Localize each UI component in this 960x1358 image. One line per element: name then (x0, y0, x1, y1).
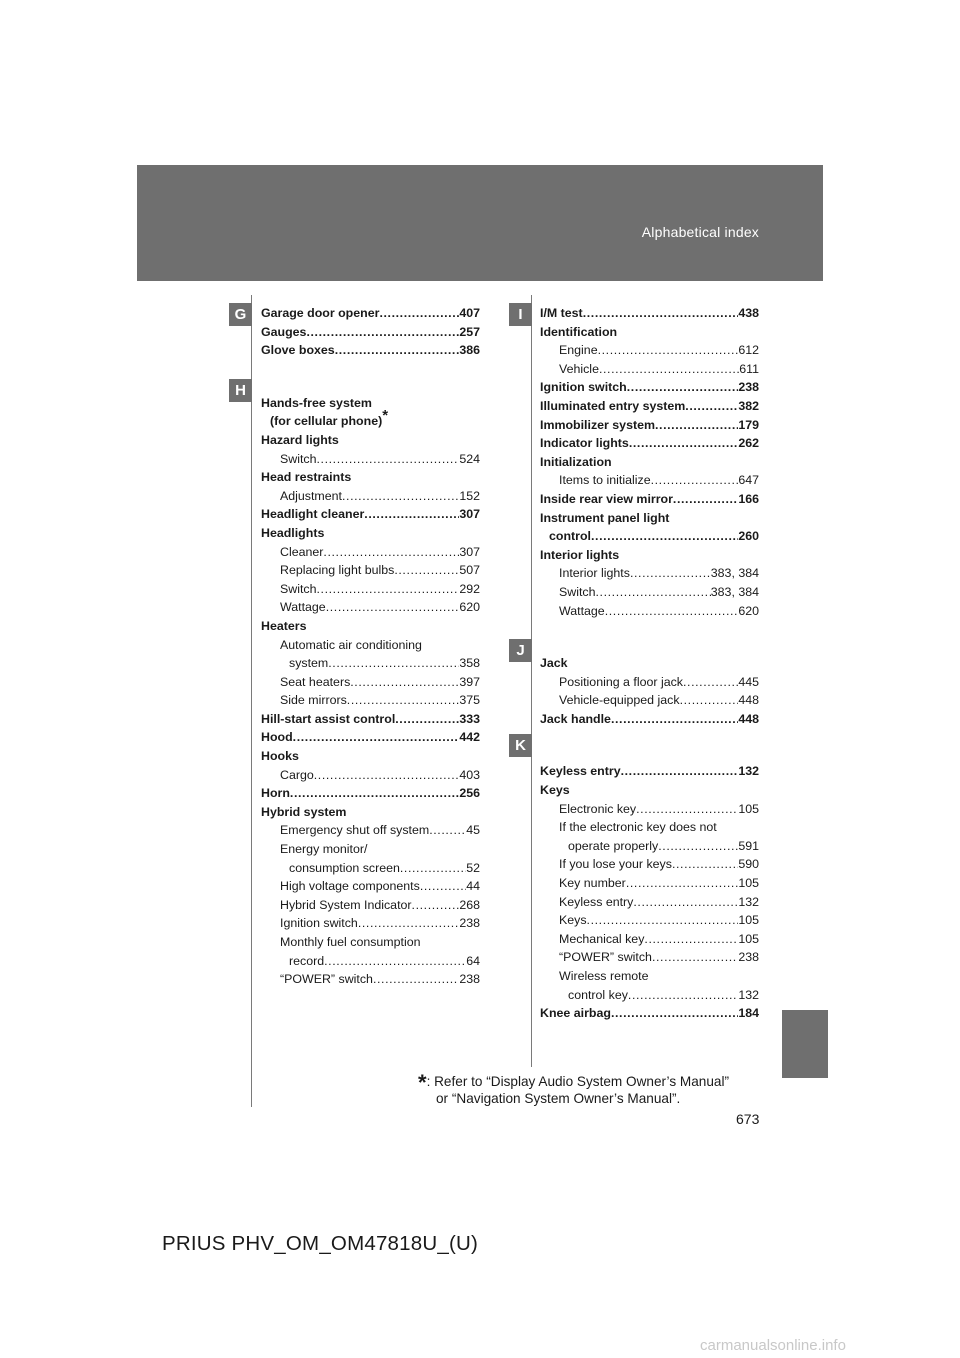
index-subentry[interactable]: Mechanical key ..... 105 (540, 930, 759, 949)
index-subentry-text: If the electronic key does not (559, 820, 717, 835)
index-subentry[interactable]: record ..... 64 (261, 952, 480, 971)
index-subentry[interactable]: Wattage ..... 620 (540, 602, 759, 621)
index-heading: Headlights (261, 525, 325, 540)
index-entry[interactable]: Gauges ..... 257 (261, 323, 480, 342)
index-entry[interactable]: Illuminated entry system ..... 382 (540, 397, 759, 416)
index-heading: Heaters (261, 618, 307, 633)
index-subentry[interactable]: system ..... 358 (261, 654, 480, 673)
index-heading: Hands-free system (261, 395, 372, 410)
index-heading: Identification (540, 324, 618, 339)
index-subentry[interactable]: Seat heaters ..... 397 (261, 673, 480, 692)
column-rule-middle (531, 295, 532, 1067)
letter-marker-k: K (509, 734, 532, 757)
index-subentry[interactable]: Switch ..... 383, 384 (540, 583, 759, 602)
index-entry[interactable]: Ignition switch ..... 238 (540, 378, 759, 397)
index-entry[interactable]: Horn ..... 256 (261, 784, 480, 803)
index-entry[interactable]: Hood ..... 442 (261, 728, 480, 747)
index-subentry[interactable]: Keys ..... 105 (540, 911, 759, 930)
letter-marker-g: G (229, 303, 252, 326)
index-subentry[interactable]: Keyless entry ..... 132 (540, 893, 759, 912)
index-entry[interactable]: Immobilizer system ..... 179 (540, 416, 759, 435)
index-heading: Hybrid system (261, 804, 347, 819)
letter-marker-j: J (509, 639, 532, 662)
index-entry[interactable]: Indicator lights ..... 262 (540, 434, 759, 453)
index-subentry[interactable]: Hybrid System Indicator ..... 268 (261, 896, 480, 915)
index-subentry[interactable]: Items to initialize ..... 647 (540, 471, 759, 490)
footnote-star: * (418, 1070, 427, 1095)
index-subentry[interactable]: Cargo ..... 403 (261, 766, 480, 785)
index-subentry[interactable]: Wattage ..... 620 (261, 598, 480, 617)
index-subentry[interactable]: Key number ..... 105 (540, 874, 759, 893)
index-subentry[interactable]: Interior lights ..... 383, 384 (540, 564, 759, 583)
footnote-line-2: or “Navigation System Owner’s Manual”. (436, 1091, 681, 1106)
index-entry[interactable]: Glove boxes ..... 386 (261, 341, 480, 360)
index-subentry[interactable]: consumption screen ..... 52 (261, 859, 480, 878)
index-entry[interactable]: control ..... 260 (540, 527, 759, 546)
index-entry[interactable]: Garage door opener ..... 407 (261, 304, 480, 323)
index-entry[interactable]: Knee airbag ..... 184 (540, 1004, 759, 1023)
footnote-star-marker: * (382, 407, 389, 425)
index-heading: Head restraints (261, 470, 352, 485)
index-subentry[interactable]: Electronic key ..... 105 (540, 800, 759, 819)
index-entry[interactable]: Keyless entry ..... 132 (540, 762, 759, 781)
index-heading: Jack (540, 656, 568, 671)
column-rule-left (251, 295, 252, 1107)
letter-marker-i: I (509, 303, 532, 326)
index-heading: Hooks (261, 749, 299, 764)
footnote-line-1: : Refer to “Display Audio System Owner’s Manual” (426, 1074, 730, 1089)
index-subentry[interactable]: Switch ..... 292 (261, 580, 480, 599)
index-subentry[interactable]: operate properly ..... 591 (540, 837, 759, 856)
index-entry[interactable]: Jack handle ..... 448 (540, 710, 759, 729)
index-subentry-text: Monthly fuel consumption (280, 935, 421, 949)
letter-marker-h: H (229, 379, 252, 402)
index-subentry[interactable]: High voltage components ..... 44 (261, 877, 480, 896)
index-subentry[interactable]: “POWER” switch ..... 238 (540, 948, 759, 967)
index-entry[interactable]: Inside rear view mirror ..... 166 (540, 490, 759, 509)
index-entry[interactable]: Hill-start assist control ..... 333 (261, 710, 480, 729)
index-subentry[interactable]: Adjustment ..... 152 (261, 487, 480, 506)
index-subentry[interactable]: Cleaner ..... 307 (261, 543, 480, 562)
index-subentry[interactable]: Engine ..... 612 (540, 341, 759, 360)
index-heading: Interior lights (540, 547, 620, 562)
index-subentry-text: Automatic air conditioning (280, 637, 422, 652)
index-subentry[interactable]: Switch ..... 524 (261, 450, 480, 469)
index-subentry[interactable]: “POWER” switch ..... 238 (261, 970, 480, 989)
index-subentry[interactable]: Ignition switch ..... 238 (261, 914, 480, 933)
index-subentry[interactable]: Vehicle ..... 611 (540, 360, 759, 379)
index-subentry[interactable]: If you lose your keys ..... 590 (540, 855, 759, 874)
index-subentry[interactable]: Side mirrors ..... 375 (261, 691, 480, 710)
index-heading: Hazard lights (261, 432, 339, 447)
index-subentry[interactable]: control key ..... 132 (540, 986, 759, 1005)
index-heading: Keys (540, 783, 570, 798)
index-column-right (540, 304, 759, 1023)
index-subentry[interactable]: Emergency shut off system ..... 45 (261, 821, 480, 840)
footnote (418, 1070, 730, 1107)
index-entry[interactable]: Headlight cleaner ..... 307 (261, 505, 480, 524)
index-heading-continuation[interactable]: (for cellular phone)* (270, 407, 389, 429)
index-column-left (261, 304, 480, 989)
index-heading: Instrument panel light (540, 510, 670, 525)
index-subentry[interactable]: Vehicle-equipped jack ..... 448 (540, 691, 759, 710)
thumb-index-tab (782, 1010, 828, 1078)
header-band (137, 165, 823, 281)
document-code: PRIUS PHV_OM_OM47818U_(U) (162, 1232, 479, 1255)
page-number: 673 (736, 1111, 760, 1127)
index-subentry[interactable]: Positioning a floor jack ..... 445 (540, 673, 759, 692)
index-subentry-text: Energy monitor/ (280, 842, 368, 857)
index-subentry[interactable]: Replacing light bulbs ..... 507 (261, 561, 480, 580)
section-title: Alphabetical index (641, 224, 759, 240)
watermark: carmanualsonline.info (700, 1337, 846, 1354)
index-heading: Initialization (540, 454, 612, 469)
index-entry[interactable]: I/M test ..... 438 (540, 304, 759, 323)
index-subentry-text: Wireless remote (559, 969, 649, 983)
